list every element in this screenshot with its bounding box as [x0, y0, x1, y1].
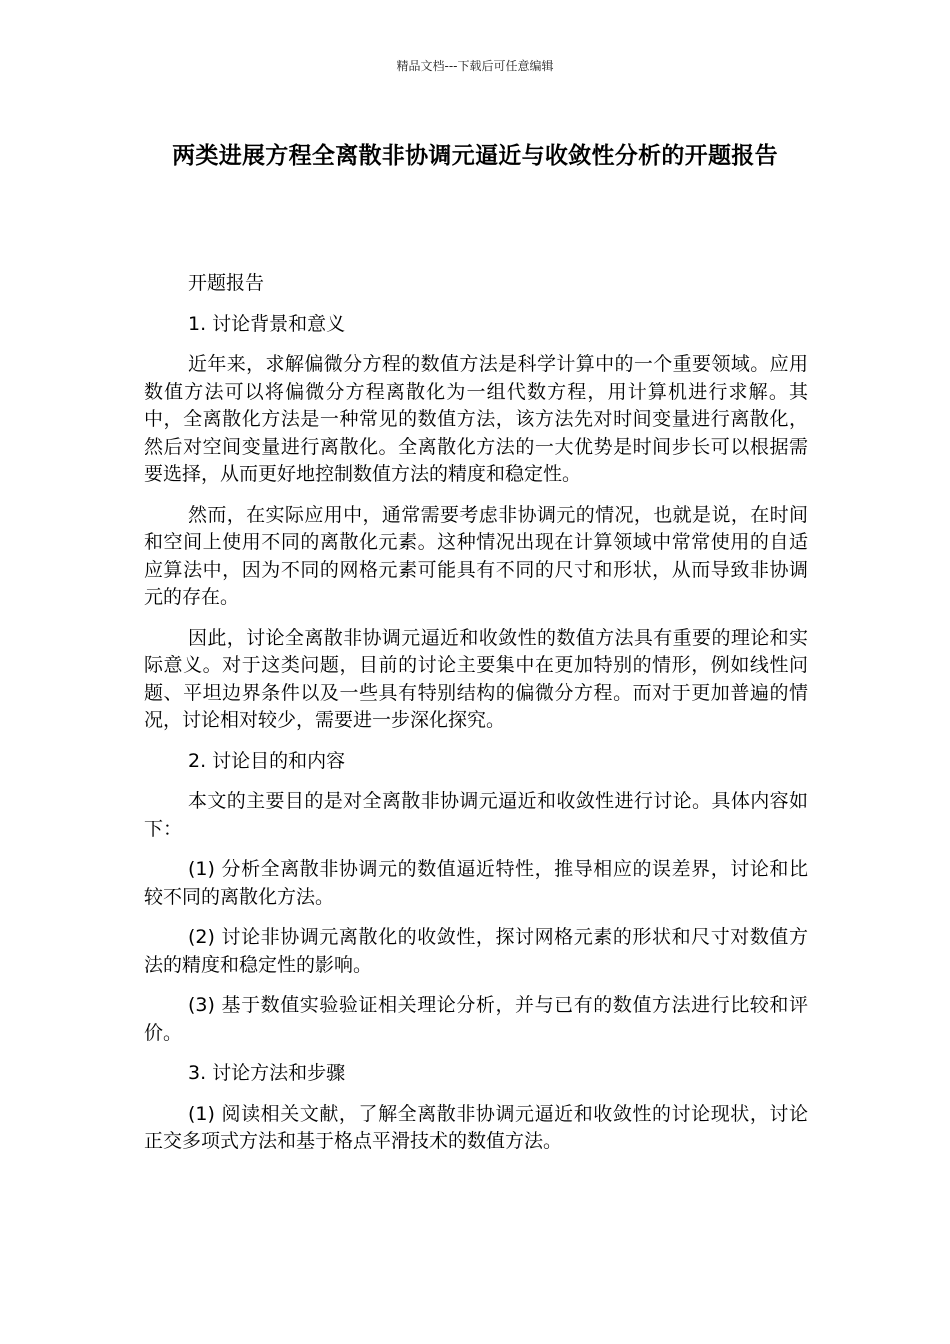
section-heading-purpose: 2. 讨论目的和内容 — [188, 749, 346, 772]
list-item-methods-1: (1) 阅读相关文献，了解全离散非协调元逼近和收敛性的讨论现状，讨论正交多项式方法和基于格点平滑技术的数值方法。 — [144, 1102, 808, 1152]
list-item-purpose-2: (2) 讨论非协调元离散化的收敛性，探讨网格元素的形状和尺寸对数值方法的精度和稳定性的影响。 — [144, 926, 808, 976]
document-title: 两类进展方程全离散非协调元逼近与收敛性分析的开题报告 — [172, 143, 778, 169]
paragraph-background-3: 因此，讨论全离散非协调元逼近和收敛性的数值方法具有重要的理论和实际意义。对于这类问题，目前的讨论主要集中在更加特别的情形，例如线性问题、平坦边界条件以及一些具有特别结构的偏微分方程。而对于更加普遍的情况，讨论相对较少，需要进一步深化探究。 — [144, 626, 808, 731]
list-item-purpose-3: (3) 基于数值实验验证相关理论分析，并与已有的数值方法进行比较和评价。 — [144, 994, 808, 1044]
list-item-purpose-1: (1) 分析全离散非协调元的数值逼近特性，推导相应的误差界，讨论和比较不同的离散化方法。 — [144, 858, 808, 908]
section-heading-background: 1. 讨论背景和意义 — [188, 312, 346, 335]
section-heading-methods: 3. 讨论方法和步骤 — [188, 1062, 346, 1084]
paragraph-background-2: 然而，在实际应用中，通常需要考虑非协调元的情况，也就是说，在时间和空间上使用不同的离散化元素。这种情况出现在计算领域中常常使用的自适应算法中，因为不同的网格元素可能具有不同的尺寸和形状，从而导致非协调元的存在。 — [144, 503, 808, 608]
paragraph-purpose-intro: 本文的主要目的是对全离散非协调元逼近和收敛性进行讨论。具体内容如下： — [144, 790, 808, 840]
document-body — [144, 270, 808, 1169]
header-note: 精品文档---下载后可任意编辑 — [396, 59, 554, 73]
paragraph-background-1: 近年来，求解偏微分方程的数值方法是科学计算中的一个重要领域。应用数值方法可以将偏微分方程离散化为一组代数方程，用计算机进行求解。其中，全离散化方法是一种常见的数值方法，该方法先对时间变量进行离散化，然后对空间变量进行离散化。全离散化方法的一大优势是时间步长可以根据需要选择，从而更好地控制数值方法的精度和稳定性。 — [144, 353, 808, 485]
report-label: 开题报告 — [188, 272, 265, 294]
